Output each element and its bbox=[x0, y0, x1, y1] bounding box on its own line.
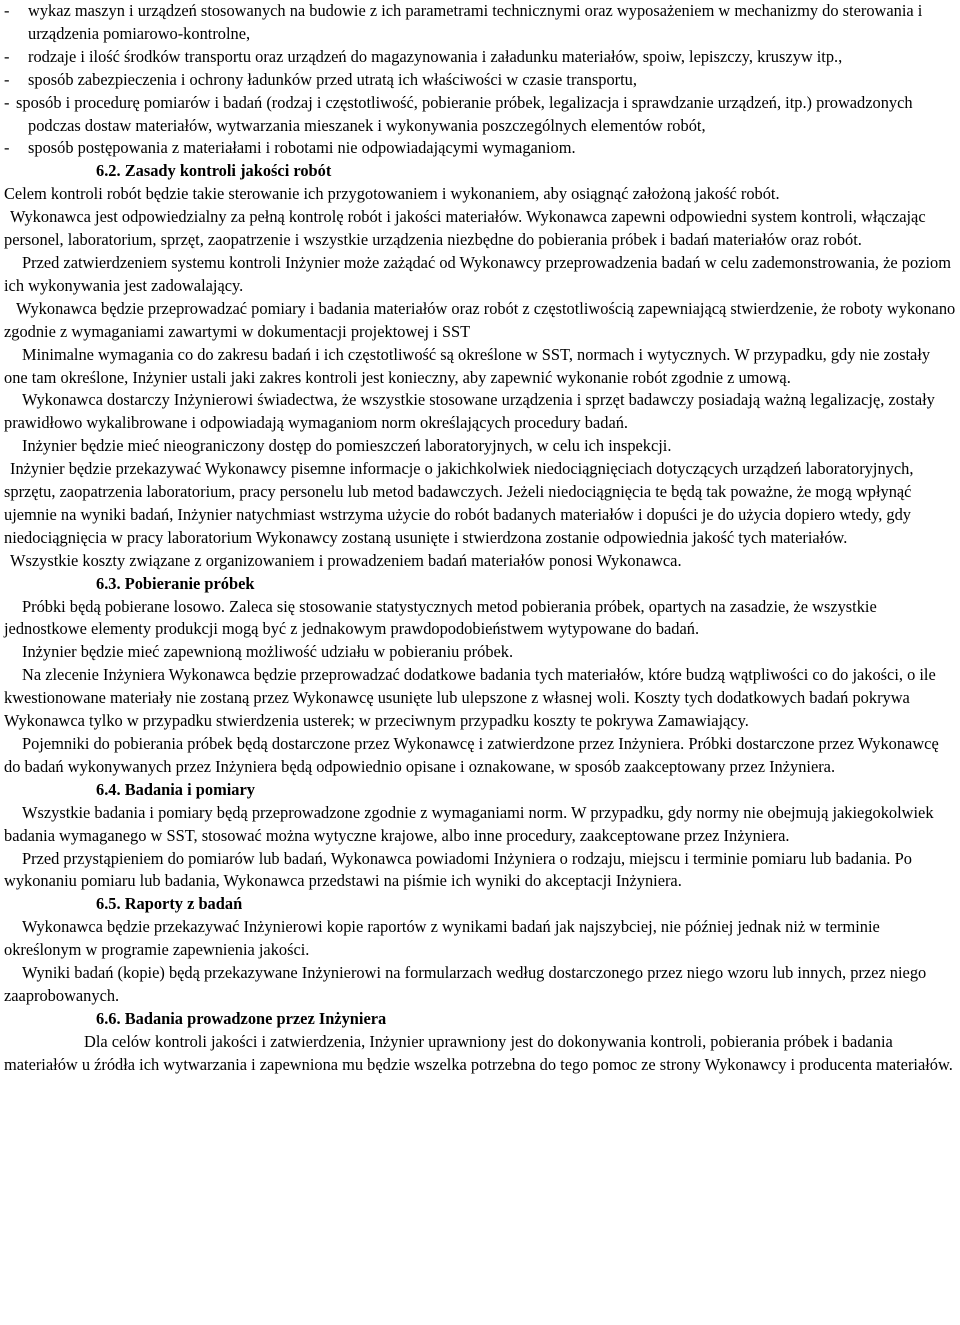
list-item: - rodzaje i ilość środków transportu oraz urządzeń do magazynowania i załadunku materiałów, spoiw, lepiszczy, kruszyw itp., bbox=[4, 46, 843, 66]
paragraph: Dla celów kontroli jakości i zatwierdzenia, Inżynier uprawniony jest do dokonywania kontroli, pobierania próbek i badania materiałów u źródła ich wytwarzania i zapewniona mu będzie wszelka potrzebna do tego pomoc ze strony Wykonawcy i producenta materiałów. bbox=[4, 1031, 953, 1074]
section-number: 6.5. bbox=[96, 894, 121, 914]
paragraph: Wykonawca jest odpowiedzialny za pełną kontrolę robót i jakości materiałów. Wykonawca zapewni odpowiedni system kontroli, włączając personel, laboratorium, sprzęt, zaopatrzenie i wszystkie urządzenia niezbędne do pobierania próbek i badań materiałów oraz robót. bbox=[4, 207, 926, 250]
section-number: 6.4. bbox=[96, 779, 121, 799]
paragraph: Próbki będą pobierane losowo. Zaleca się stosowanie statystycznych metod pobierania próbek, opartych na zasadzie, że wszystkie jednostkowe elementy produkcji mogą być z jednakowym prawdopodobieństwem wytypowane do badań. bbox=[4, 596, 877, 639]
section-title: Badania i pomiary bbox=[124, 779, 255, 799]
paragraph: Na zlecenie Inżyniera Wykonawca będzie przeprowadzać dodatkowe badania tych materiałów, które budzą wątpliwości co do jakości, o ile kwestionowane materiały nie zostaną przez Wykonawcę usunięte lub ulepszone z własnej woli. Koszty tych dodatkowych badań pokrywa Wykonawca tylko w przypadku stwierdzenia usterek; w przeciwnym przypadku koszty te pokrywa Zamawiający. bbox=[4, 665, 936, 731]
paragraph: Minimalne wymagania co do zakresu badań i ich częstotliwość są określone w SST, normach i wytycznych. W przypadku, gdy nie zostały one tam określone, Inżynier ustali jaki zakres kontroli jest konieczny, aby zapewnić wykonanie robót zgodnie z umową. bbox=[4, 344, 931, 387]
paragraph: Wyniki badań (kopie) będą przekazywane Inżynierowi na formularzach według dostarczonego przez niego wzoru lub innych, przez niego zaaprobowanych. bbox=[4, 963, 927, 1005]
paragraph: Inżynier będzie mieć zapewnioną możliwość udziału w pobieraniu próbek. bbox=[22, 642, 514, 662]
list-item-text: sposób zabezpieczenia i ochrony ładunków przed utratą ich właściwości w czasie transportu, bbox=[28, 69, 637, 89]
list-item: - sposób postępowania z materiałami i robotami nie odpowiadającymi wymaganiom. bbox=[4, 138, 576, 158]
list-item: - sposób i procedurę pomiarów i badań (rodzaj i częstotliwość, pobieranie próbek, legalizacja i sprawdzanie urządzeń, itp.) prowadzonych podczas dostaw materiałów, wytwarzania mieszanek i wykonywania poszczególnych elementów robót, bbox=[4, 92, 913, 135]
section-heading-6-5 bbox=[4, 893, 956, 916]
section-number: 6.6. bbox=[96, 1008, 121, 1028]
paragraph: Wszystkie koszty związane z organizowaniem i prowadzeniem badań materiałów ponosi Wykonawca. bbox=[10, 550, 682, 570]
section-heading-6-6 bbox=[4, 1008, 956, 1031]
paragraph: Przed zatwierdzeniem systemu kontroli Inżynier może zażądać od Wykonawcy przeprowadzenia badań w celu zademonstrowania, że poziom ich wykonywania jest zadowalający. bbox=[4, 252, 951, 295]
list-item-text: sposób i procedurę pomiarów i badań (rodzaj i częstotliwość, pobieranie próbek, legalizacja i sprawdzanie urządzeń, itp.) prowadzonych podczas dostaw materiałów, wytwarzania mieszanek i wykonywania poszczególnych elementów robót, bbox=[16, 92, 913, 135]
list-item-text: rodzaje i ilość środków transportu oraz urządzeń do magazynowania i załadunku materiałów, spoiw, lepiszczy, kruszyw itp., bbox=[28, 46, 843, 66]
paragraph: Przed przystąpieniem do pomiarów lub badań, Wykonawca powiadomi Inżyniera o rodzaju, miejscu i terminie pomiaru lub badania. Po wykonaniu pomiaru lub badania, Wykonawca przedstawi na piśmie ich wyniki do akceptacji Inżyniera. bbox=[4, 848, 912, 891]
section-number: 6.2. bbox=[96, 161, 121, 181]
list-item: - sposób zabezpieczenia i ochrony ładunków przed utratą ich właściwości w czasie transportu, bbox=[4, 69, 637, 89]
paragraph: Wykonawca dostarczy Inżynierowi świadectwa, że wszystkie stosowane urządzenia i sprzęt badawczy posiadają ważną legalizację, zostały prawidłowo wykalibrowane i odpowiadają wymaganiom norm określających procedury badań. bbox=[4, 390, 935, 433]
section-title: Pobieranie próbek bbox=[124, 573, 255, 593]
paragraph: Wykonawca będzie przekazywać Inżynierowi kopie raportów z wynikami badań jak najszybciej, nie później jednak niż w terminie określonym w programie zapewnienia jakości. bbox=[4, 917, 880, 960]
paragraph: Inżynier będzie mieć nieograniczony dostęp do pomieszczeń laboratoryjnych, w celu ich inspekcji. bbox=[22, 436, 672, 456]
list-item-text: wykaz maszyn i urządzeń stosowanych na budowie z ich parametrami technicznymi oraz wyposażeniem w mechanizmy do sterowania i urządzenia pomiarowo-kontrolne, bbox=[28, 1, 923, 43]
section-heading-6-3 bbox=[4, 573, 956, 596]
section-title: Zasady kontroli jakości robót bbox=[124, 161, 332, 181]
paragraph: Wykonawca będzie przeprowadzać pomiary i badania materiałów oraz robót z częstotliwością zapewniającą stwierdzenie, że roboty wykonano zgodnie z wymaganiami zawartymi w dokumentacji projektowej i SST bbox=[4, 298, 956, 341]
section-number: 6.3. bbox=[96, 573, 121, 593]
paragraph: Wszystkie badania i pomiary będą przeprowadzone zgodnie z wymaganiami norm. W przypadku, gdy normy nie obejmują jakiegokolwiek badania wymaganego w SST, stosować można wytyczne krajowe, albo inne procedury, zaakceptowane przez Inżyniera. bbox=[4, 802, 934, 845]
list-item: - wykaz maszyn i urządzeń stosowanych na budowie z ich parametrami technicznymi oraz wyposażeniem w mechanizmy do sterowania i urządzenia pomiarowo-kontrolne, bbox=[4, 1, 923, 43]
paragraph: Celem kontroli robót będzie takie sterowanie ich przygotowaniem i wykonaniem, aby osiągnąć założoną jakość robót. bbox=[4, 184, 780, 204]
paragraph: Pojemniki do pobierania próbek będą dostarczone przez Wykonawcę i zatwierdzone przez Inżyniera. Próbki dostarczone przez Wykonawcę do badań wykonywanych przez Inżyniera będą odpowiednio opisane i oznakowane, w sposób zaakceptowany przez Inżyniera. bbox=[4, 734, 939, 776]
section-heading-6-4 bbox=[4, 779, 956, 802]
section-heading-6-2 bbox=[4, 160, 956, 183]
list-item-text: sposób postępowania z materiałami i robotami nie odpowiadającymi wymaganiom. bbox=[28, 138, 576, 158]
paragraph: Inżynier będzie przekazywać Wykonawcy pisemne informacje o jakichkolwiek niedociągnięciach dotyczących urządzeń laboratoryjnych, sprzętu, zaopatrzenia laboratorium, pracy personelu lub metod badawczych. Jeżeli niedociągnięcia te będą tak poważne, że mogą wpłynąć ujemnie na wyniki badań, Inżynier natychmiast wstrzyma użycie do robót badanych materiałów i dopuści je do użycia dopiero wtedy, gdy niedociągnięcia w pracy laboratorium Wykonawcy zostaną usunięte i stwierdzona zostanie odpowiednia jakość tych materiałów. bbox=[4, 459, 914, 547]
section-title: Badania prowadzone przez Inżyniera bbox=[124, 1008, 387, 1028]
section-title: Raporty z badań bbox=[124, 894, 243, 914]
